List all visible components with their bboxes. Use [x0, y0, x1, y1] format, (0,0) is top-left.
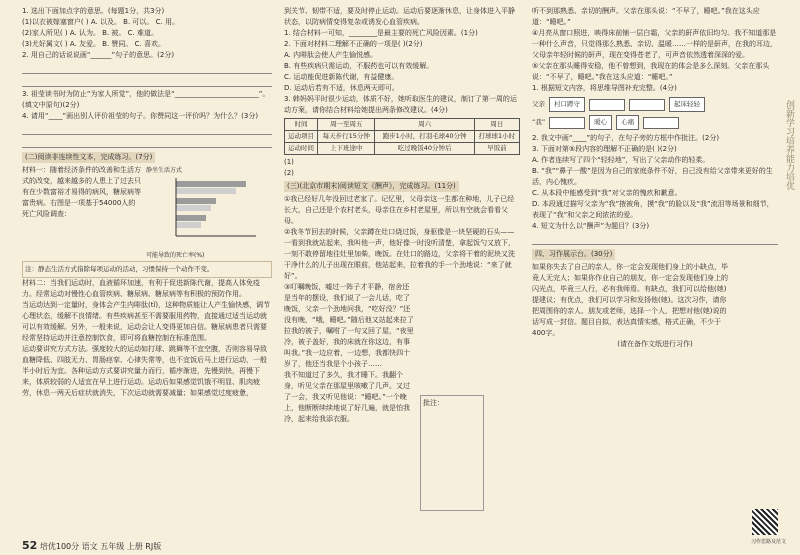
option-1: (1)以衣被嫁塞窗户( ) A. 以及。 B. 可以。 C. 用。 — [22, 18, 179, 26]
material-2-end: 到关节、韧带不适，要及时停止运动。运动后要逐渐休息，让身体进入平静状态，以防病情变得复杂或诱发心血管疾病。 — [284, 7, 515, 26]
left-column — [22, 6, 272, 399]
story-paragraph: 我不知道过了多久，我才睡下。我翻个身，听见父亲在那屋里咳嗽了几声。又过了一会，我又听见他说：“睡吧。”一个晚上，他断断续续地说了好几遍，就是怕我冷，起来给我添衣服。 — [284, 371, 410, 423]
answer-line[interactable] — [532, 234, 778, 245]
side-slogan: 创新学习培养能力培优 — [784, 100, 794, 190]
mind-map-node: 暖心 — [589, 115, 612, 130]
story-paragraph: ③叮嘱晚饭，嘘过一阵子才平静，宿舍还是当年的摆设，我们说了一会儿话，吃了晚饭，父亲一个劲地问我，“吃好没？”还没有晚，“哦，睡吧。”随后他又站起来拉了拉我的被子，嘱咐了一句又回了屋，“夜里冷，被子盖好，我的床就在你这边，有事叫我。”我一边应着，一边想，我都快四十岁了，他还当我是个小孩子…… — [284, 283, 414, 368]
question-3: 3. 祖莹读书时为防止“为家人所觉”，他的做法是“________________________”。(填文中原句)(2分) — [22, 90, 270, 109]
mind-map-blank[interactable] — [589, 99, 625, 111]
table-header: 周六 — [375, 119, 474, 131]
qr-label: 习作思路及范文 — [750, 539, 786, 545]
question-1: 1. 结合材料一可知，________是最主要的死亡风险因素。(1分) — [284, 29, 478, 37]
chart-caption: 可能导致的死亡率(%) — [146, 252, 205, 259]
bar-male — [176, 198, 216, 204]
material-2-paragraph: 当运动达到一定量时，身体会产生内啡肽(tǐ)，这种物质能让人产生愉快感，调节心理状态，缓解不良情绪。有些疾病甚至不需要服用药物，直接通过适当运动就可以有效缓解。另外，一般来说，运动会让人变得更加自信。糖尿病患者只需要经常坚持运动并注意控制饮食，即可将血糖控制在标准范围。 — [22, 301, 271, 342]
option-3: (3)尤好属文( ) A. 友爱。 B. 赞同。 C. 喜欢。 — [22, 40, 165, 48]
story-paragraph: ⑤父亲在那头睡得安稳，他不曾想到，我现在的体会是多么深刻。父亲在那头说：“不早了，睡吧。”我在这头应道：“睡吧。” — [532, 62, 770, 81]
option-d: D. 运动后若有不适，休息两天即可。 — [284, 84, 399, 92]
bar-female — [176, 222, 201, 228]
bar-female — [176, 188, 236, 194]
right-column — [532, 6, 778, 350]
annotation-box[interactable] — [420, 395, 484, 511]
footer-text: 培优100分 语文 五年级 上册 RJ版 — [39, 542, 162, 551]
question-1: 1. 选出下面加点字的意思。(每题1分，共3分) — [22, 7, 165, 15]
mind-map-row — [532, 97, 778, 112]
section-2-title: (二)阅读非连续性文本，完成练习。(7分) — [22, 152, 155, 163]
question-3: 3. 下面对第⑤段内容的理解不正确的是( )(2分) — [532, 145, 677, 153]
question-1: 1. 根据短文内容，将思维导图补充完整。(4分) — [532, 84, 677, 92]
answer-line[interactable] — [22, 137, 272, 148]
answer-2[interactable]: (2) — [284, 169, 294, 177]
mind-map-blank[interactable] — [549, 117, 585, 129]
mind-map-label: 父亲 — [532, 100, 545, 108]
mind-map-row — [532, 115, 778, 130]
mind-map-node: 村口蹲守 — [549, 97, 585, 112]
chart-note: 注：静态生活方式指除每项运动的活动，习惯保持一个动作不变。 — [22, 261, 272, 278]
question-4: 4. 短文为什么以“酬声”为题目？(3分) — [532, 222, 650, 230]
table-header: 周一至周五 — [318, 119, 375, 131]
table-cell: 运动项目 — [285, 131, 318, 143]
answer-line[interactable] — [22, 63, 272, 74]
mind-map-node: 起床轻轻 — [669, 97, 705, 112]
answer-line[interactable] — [22, 76, 272, 87]
question-2: 2. 用自己的话说说画“______”句子的意思。(2分) — [22, 51, 175, 59]
page-number: 52 — [22, 539, 38, 552]
option-c: C. 从本段中能感受到“我”对父亲的愧疚和歉意。 — [532, 189, 682, 197]
table-cell: 上下班途中 — [318, 143, 375, 155]
option-c: C. 运动能促进新陈代谢，有益健康。 — [284, 73, 399, 81]
story-paragraph: ①我已经好几年没回过老家了。记忆里，父母亲这一生都在种地，儿子已经长大，自己还是个农村老头，母亲住在乡村老屋里，所以有空就会看看父母。 — [284, 195, 515, 225]
essay-tip: (请在备作文纸进行习作) — [617, 340, 693, 348]
answer-line[interactable] — [22, 124, 272, 135]
option-a: A. 内啡肽会使人产生愉悦感。 — [284, 51, 378, 59]
mind-map-blank[interactable] — [629, 99, 665, 111]
section-4-title: 四、习作展示台。(30分) — [532, 249, 615, 260]
table-header: 周日 — [474, 119, 519, 131]
material-1: 材料一：随着经济条件的改善和生活方式的改变，越来越多的人患上了过去只有在少数富裕才易得的病风，糖尿病等富贵病。右图是一项基于54000人的死亡风险调查： — [22, 166, 141, 218]
table-cell: 吃过晚饭40分钟后 — [375, 143, 474, 155]
middle-column — [284, 6, 520, 425]
story-paragraph: 听不到那熟悉、亲切的酬声。父亲在那头说：“不早了，睡吧。”我在这头应道：“睡吧。” — [532, 7, 760, 26]
answer-1[interactable]: (1) — [284, 158, 294, 166]
death-risk-chart — [146, 165, 266, 261]
option-2: (2)家人所见( ) A. 认为。 B. 被。 C. 难道。 — [22, 29, 158, 37]
bar-chart — [146, 176, 266, 246]
table-cell: 运动时间 — [285, 143, 318, 155]
essay-prompt: 如果你失去了自己的亲人，你一定会发现他们身上的小缺点，毕竟人无完人；如果你作业自己的朋友，你一定会发现他们身上的闪光点，毕竟三人行，必有我师焉。有缺点，我们可以给他(她)提建议；有优点，我们可以学习和发扬他(她)。这次习作，请你把周围你的亲人、朋友或老师，选择一个人，把想对他(她)说的话写成一封信。题目自拟，表达真情实感，格式正确，不少于400字。 — [532, 263, 728, 337]
table-cell: 早饭前 — [474, 143, 519, 155]
bar-female — [176, 205, 211, 211]
option-b: B. 有些疾病只需运动，不服药也可以有效缓解。 — [284, 62, 434, 70]
story-paragraph: ②我冬节回去的时候，父亲蹲在灶口烧过饭，身驱像是一块坚硬的石头——一看到我就站起来，我叫他一声，他好像一时没听清楚，拿起饭勺又放下，一刻不敢停留地往灶里加柴，晚饭。在灶口的路边，父亲将干着的泥块又洗干净什么的儿子出现在眼前，他站起来，拉着我的手一个劲地说：“来了就好”。 — [284, 228, 515, 280]
mind-map-node: 心痛 — [616, 115, 639, 130]
annotation-label: 批注： — [423, 399, 444, 407]
option-b: B. “我”“鼻子一酸”是因为自己的家庭条件不好，自己没有给父亲带来更好的生活，内心愧疚。 — [532, 167, 773, 186]
option-d: D. 本段通过描写父亲为“我”掖被角，摸“我”的脸以及“我”流泪等场景和细节，表现了“我”和父亲之间浓浓的爱。 — [532, 200, 774, 219]
bar-male — [176, 181, 246, 187]
question-2: 2. 我文中画“____”的句子，在句子旁的方框中作批注。(2分) — [532, 134, 720, 142]
material-2: 材料二：当我们运动时，血液循环加速，有利于促进新陈代谢，提高人体免疫力。经常运动对慢性心血管疾病、糖尿病、糖尿病等有积极的预防作用。 — [22, 279, 260, 298]
material-2-paragraph: 运动要讲究方式方法。强度较大的运动如打球、跳舞等不宜空腹，否则容易导致血糖降低、四肢无力、胃肠痉挛、心律失常等，也不宜饭后马上进行运动，一般半小时后为宜。各种运动方式要讲究量力而行，循序渐进，先慢到快，再慢下来，体质较弱的人适宜在早上进行运动。运动后如果感觉饥饿不明显、肌肉疲劳，休息一两天后症状就消失，下次运动就需要减量；如果感觉过度疲惫， — [22, 345, 267, 397]
mind-map-label: “我” — [532, 118, 546, 126]
table-header: 时间 — [285, 119, 318, 131]
table-cell: 每天步行15分钟 — [318, 131, 375, 143]
question-2: 2. 下面对材料二理解不正确的一项是( )(2分) — [284, 40, 423, 48]
option-a: A. 作者连续写了四个“轻轻地”，写出了父亲动作的轻柔。 — [532, 156, 710, 164]
mind-map-blank[interactable] — [643, 117, 679, 129]
question-4: 4. 请用“____”画出别人评价祖莹的句子。你赞同这一评价吗？为什么？(3分) — [22, 112, 259, 120]
section-3-title: (三)(北京市期末)阅读短文《酬声》，完成练习。(11分) — [284, 181, 459, 192]
schedule-table — [284, 118, 520, 155]
chart-title: 静坐生活方式 — [146, 167, 183, 174]
qr-code[interactable] — [752, 509, 778, 535]
question-3: 3. 韩妈妈平时很少运动，体质不好，她听取医生的建议，制订了第一周的运动方案，请你结合材料给她提出两条修改建议。(4分) — [284, 95, 517, 114]
bar-male — [176, 215, 206, 221]
table-cell: 打球球1小时 — [474, 131, 519, 143]
page-footer — [22, 539, 161, 552]
table-cell: 跑步1小时，打羽毛球40分钟 — [375, 131, 474, 143]
story-paragraph: ④月亮从窗口照进，映得床前铺一层白霜，父亲的鼾声依旧均匀。我不知道那是一种什么声音，只觉得那么熟悉、亲切、温暖……一样的是鼾声，在我的耳边，父母亲年轻时候的鼾声，现在变得苍老了，可声音依然透着深深的爱。 — [532, 29, 777, 59]
